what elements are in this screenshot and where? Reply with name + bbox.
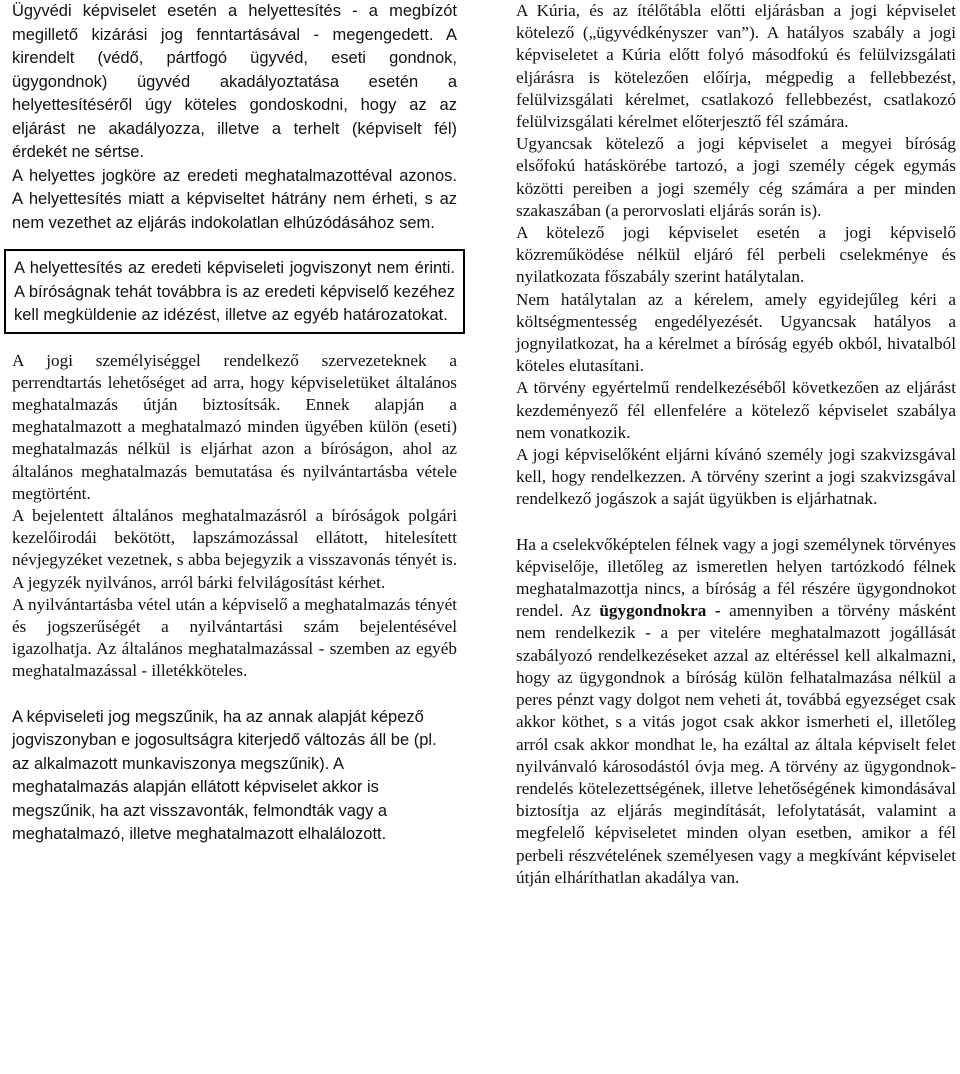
left-paragraph-general-authorization: A jogi személyiséggel rendelkező szervezeteknek a perrendtartás lehetőséget ad arra, hogy képviseletüket általános meghatalmazás útján biztosítsák. Ennek alapján a meghatalmazott a meghatalmazó minden ügyében külön (eseti) meghatalmazás nélkül is eljárhat azon a bíróságon, ahol az általános meghatalmazás bemutatása és nyilvántartásba vétele megtörtént. xyxy=(12,350,457,503)
right-paragraph-guardian-ad-litem xyxy=(516,534,956,889)
right-column xyxy=(516,0,956,889)
boxed-paragraph: A helyettesítés az eredeti képviseleti jogviszonyt nem érinti. A bíróságnak tehát továbbra is az eredeti képviselő kezéhez kell megküldenie az idézést, illetve az egyéb határozatokat. xyxy=(14,259,455,324)
left-paragraph-registry: A bejelentett általános meghatalmazásról a bíróságok polgári kezelőirodái bekötött, lapszámozással ellátott, hitelesített névjegyzéket vezetnek, s abba bejegyzik a visszavonás tényét is. A jegyzék nyilvános, arról bárki felvilágosítást kérhet. xyxy=(12,505,457,592)
right-paragraph-bar-exam: A jogi képviselőként eljárni kívánó személy jogi szakvizsgával kell, hogy rendelkezzen. A törvény szerint a jogi szakvizsgával rendelkező jogászok a saját ügyükben is eljárhatnak. xyxy=(516,445,956,509)
right-paragraph-opponent: A törvény egyértelmű rendelkezéséből következően az eljárást kezdeményező fél ellenfelére a kötelező képviselet szabálya nem vonatkozik. xyxy=(516,378,956,442)
left-column xyxy=(12,0,457,847)
right-paragraph-exemption: Nem hatálytalan az a kérelem, amely egyidejűleg kéri a költségmentesség engedélyezését. Ugyancsak hatályos a jognyilatkozat, ha a kérelmet a bíróság egyéb okból, hivatalból köteles elutasítani. xyxy=(516,289,956,376)
left-paragraph-termination: A képviseleti jog megszűnik, ha az annak alapját képező jogviszonyban e jogosultságra kiterjedő változás áll be (pl. az alkalmazott munkaviszonya megszűnik). A meghatalmazás alapján ellátott képviselet akkor is megszűnik, ha azt visszavonták, felmondták vagy a meghatalmazó, illetve meghatalmazott elhalálozott. xyxy=(12,707,437,844)
guardian-bold-term: ügygondnokra - xyxy=(599,601,721,621)
left-paragraph-substitute-authority: A helyettes jogköre az eredeti meghatalmazottéval azonos. A helyettesítés miatt a képviseltet hátrány nem érheti, s az nem vezethet az eljárás indokolatlan elhúzódásához sem. xyxy=(12,166,457,232)
left-paragraph-substitution: Ügyvédi képviselet esetén a helyettesítés - a megbízót megillető kizárási jog fenntartásával - megengedett. A kirendelt (védő, pártfogó ügyvéd, eseti gondnok, ügygondnok) ügyvéd akadályoztatása esetén a helyettesítéséről úgy köteles gondoskodni, hogy az az eljárást ne akadályozza, illetve a terhelt (képviselt fél) érdekét ne sértse. xyxy=(12,2,457,161)
guardian-body-text: amennyiben a törvény másként nem rendelkezik - a per vitelére meghatalmazott jogállását szabályozó rendelkezéseket azzal az eltéréssel kell alkalmazni, hogy az ügygondnok a bíróság külön felhatalmazása nélkül a peres pénzt vagy dolgot nem veheti át, továbbá egyezséget csak akkor köthet, s a vitás jogot csak akkor ismerheti el, illetőleg arról csak akkor mondhat le, ha ezáltal az általa képviselt felet nyilvánvaló károsodástól óvja meg. A törvény az ügygondnok-rendelés kötelezettségének, illetve lehetőségének kimondásával biztosítja az eljárás megindítását, lefolytatását, valamint a megfelelő képviseletet minden olyan esetben, amikor a fél perbeli részvételének személyesen vagy a megkívánt képviselet útján elháríthatlan akadálya van. xyxy=(516,601,956,887)
guardian-intro-text: Ha a cselekvőképtelen félnek vagy a jogi személynek törvényes képviselője, illetőleg az ismeretlen helyen tartózkodó félnek meghatalmazottja nincs, a bíróság a fél részére ügygondnokot rendel. Az xyxy=(516,534,956,621)
right-paragraph-county-court: Ugyancsak kötelező a jogi képviselet a megyei bíróság elsőfokú hatáskörébe tartozó, a jogi személy cégek egymás közötti pereiben a jogi személy cég számára a per minden szakaszában (a perorvoslati eljárás során is). xyxy=(516,134,956,220)
right-paragraph-mandatory-representation: A Kúria, és az ítélőtábla előtti eljárásban a jogi képviselet kötelező („ügyvédkényszer van”). A hatályos szabály a jogi képviseletet a Kúria előtt folyó másodfokú és felülvizsgálati eljárásra is kötelezően előírja, mégpedig a fellebbezést, felülvizsgálati kérelmet, csatlakozó fellebbezést, csatlakozó felülvizsgálati kérelmet előterjesztő fél számára. xyxy=(516,1,956,132)
highlighted-box xyxy=(4,249,465,334)
left-paragraph-registration: A nyilvántartásba vétel után a képviselő a meghatalmazás tényét és jogszerűségét a nyilvántartási szám bejelentésével igazolhatja. Az általános meghatalmazással - szemben az egyéb meghatalmazással - illetékköteles. xyxy=(12,594,457,681)
right-paragraph-ineffective-acts: A kötelező jogi képviselet esetén a jogi képviselő közreműködése nélkül eljáró fél perbeli cselekménye és nyilatkozata főszabály szerint hatálytalan. xyxy=(516,223,956,287)
